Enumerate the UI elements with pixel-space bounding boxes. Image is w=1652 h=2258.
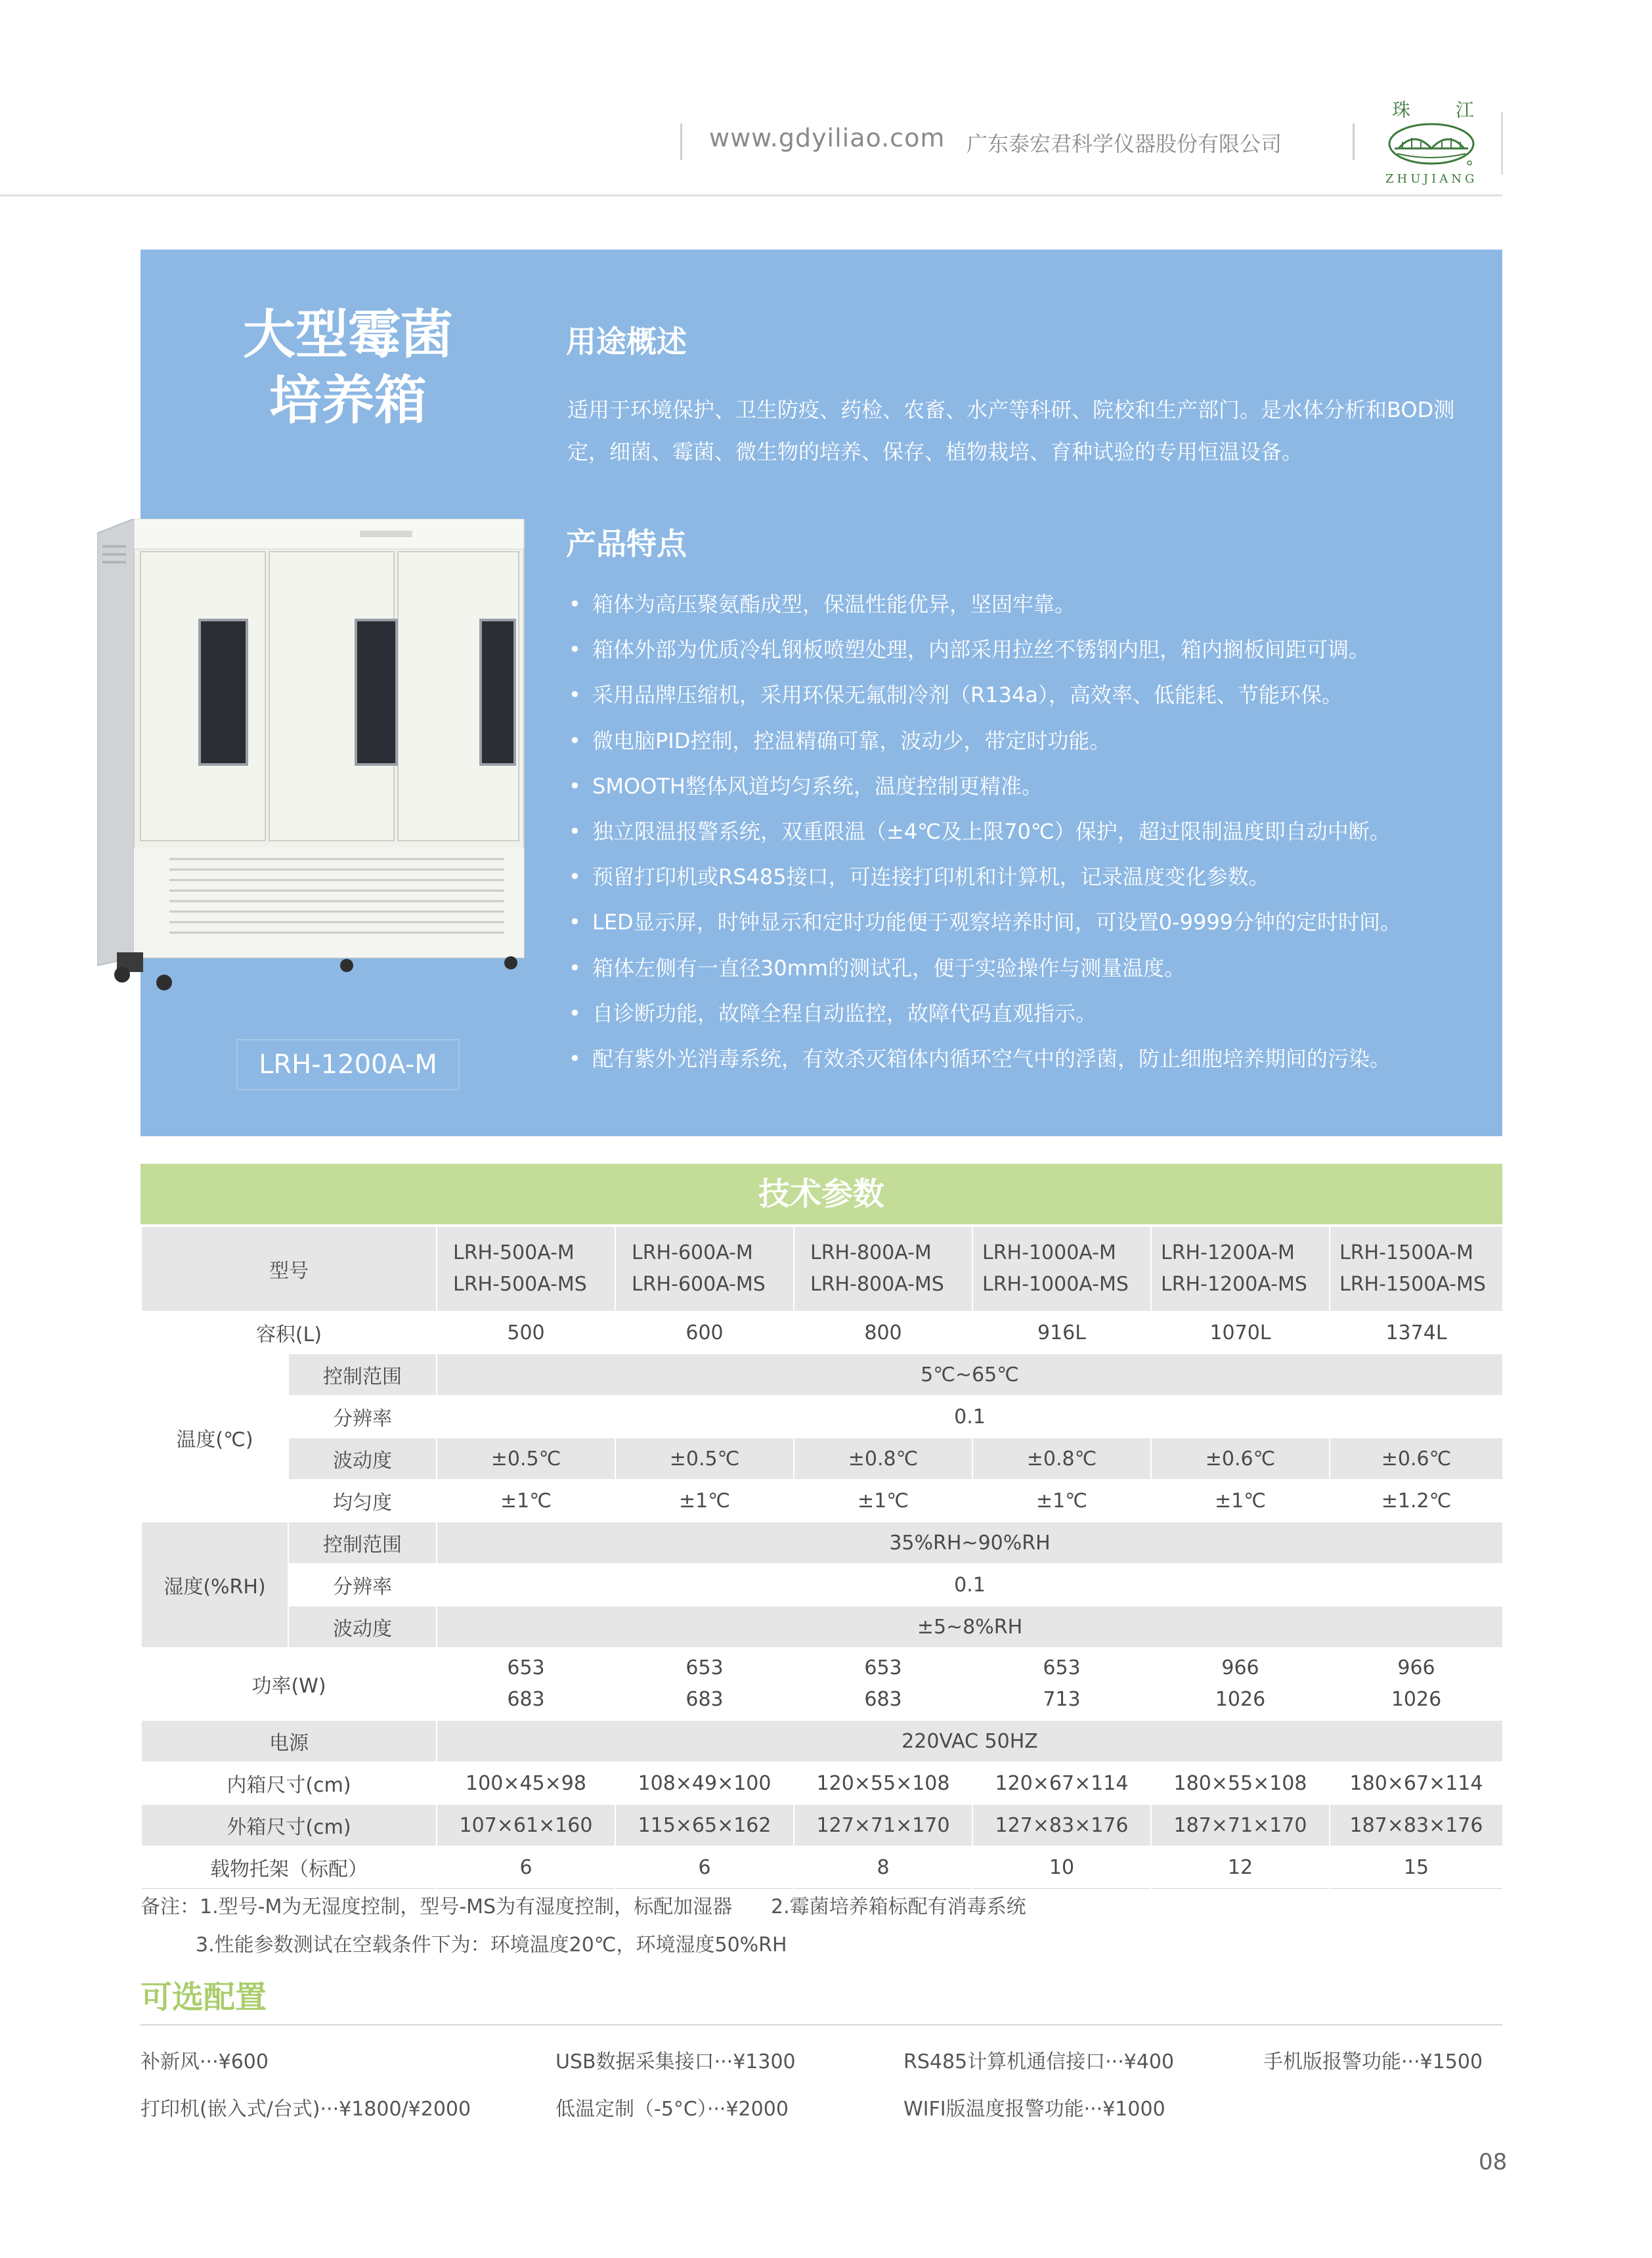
table-row-inner: 内箱尺寸(cm) 100×45×98 108×49×100 120×55×108 120×67×114 180×55×108 180×67×114: [141, 1762, 1503, 1804]
header-rule: [0, 194, 1502, 196]
option-item: 手机版报警功能···¥1500: [1263, 2050, 1483, 2073]
model-cell: LRH-800A-M LRH-800A-MS: [794, 1226, 972, 1312]
feature-item: • SMOOTH整体风道均匀系统，温度控制更精准。: [569, 773, 1401, 818]
table-row-model: [141, 1226, 1503, 1312]
features-heading: 产品特点: [566, 526, 687, 562]
options-heading: 可选配置: [141, 1979, 267, 2016]
feature-item: • 自诊断功能，故障全程自动监控，故障代码直观指示。: [569, 1000, 1401, 1046]
feature-item: • LED显示屏，时钟显示和定时功能便于观察培养时间，可设置0-9999分钟的定时时间。: [569, 909, 1401, 954]
page-number: 08: [1479, 2149, 1508, 2175]
table-row-shelf: 载物托架（标配） 6 6 8 10 12 15: [141, 1846, 1503, 1888]
header-divider: [680, 123, 682, 160]
website-url[interactable]: www.gdyiliao.com: [709, 123, 946, 152]
model-cell: LRH-1500A-M LRH-1500A-MS: [1330, 1226, 1503, 1312]
table-row-hum-fluct: 波动度 ±5~8%RH: [141, 1606, 1503, 1648]
features-list: [569, 591, 1401, 1091]
table-row-supply: 电源 220VAC 50HZ: [141, 1720, 1503, 1762]
feature-item: • 采用品牌压缩机，采用环保无氟制冷剂（R134a），高效率、低能耗、节能环保。: [569, 682, 1401, 727]
option-item: RS485计算机通信接口···¥400: [903, 2050, 1175, 2073]
header-divider-3: [1501, 112, 1503, 175]
product-model-label: LRH-1200A-M: [236, 1039, 460, 1090]
table-row-temp-unif: 均匀度 ±1℃ ±1℃ ±1℃ ±1℃ ±1℃ ±1.2℃: [141, 1480, 1503, 1522]
model-cell: LRH-1200A-M LRH-1200A-MS: [1151, 1226, 1330, 1312]
note-line-1: 备注：1.型号-M为无湿度控制，型号-MS为有湿度控制，标配加湿器: [141, 1895, 733, 1918]
product-title-line2: 培养箱: [269, 370, 427, 431]
option-item: WIFI版温度报警功能···¥1000: [903, 2098, 1165, 2121]
table-row-volume: 容积(L) 500 600 800 916L 1070L 1374L: [141, 1312, 1503, 1354]
option-item: 打印机(嵌入式/台式)···¥1800/¥2000: [141, 2098, 471, 2121]
option-item: USB数据采集接口···¥1300: [555, 2050, 796, 2073]
params-heading: 技术参数: [141, 1164, 1502, 1224]
model-cell: LRH-600A-M LRH-600A-MS: [615, 1226, 794, 1312]
feature-item: • 预留打印机或RS485接口，可连接打印机和计算机，记录温度变化参数。: [569, 864, 1401, 909]
note-line-2: 3.性能参数测试在空载条件下为：环境温度20℃，环境湿度50%RH: [196, 1934, 787, 1957]
hum-group-label: 湿度(%RH): [141, 1522, 288, 1648]
incubator-product-image: [97, 519, 537, 992]
usage-text: 适用于环境保护、卫生防疫、药检、农畜、水产等科研、院校和生产部门。是水体分析和BOD测定，细菌、霉菌、微生物的培养、保存、植物栽培、育种试验的专用恒温设备。: [567, 397, 1455, 464]
company-name: 广东泰宏君科学仪器股份有限公司: [967, 131, 1282, 156]
feature-item: • 箱体左侧有一直径30mm的测试孔，便于实验操作与测量温度。: [569, 955, 1401, 1000]
bridge-emblem-icon: [1388, 122, 1475, 166]
option-item: 低温定制（-5°C）···¥2000: [555, 2098, 789, 2121]
usage-heading: 用途概述: [566, 324, 687, 359]
model-cell: LRH-500A-M LRH-500A-MS: [437, 1226, 615, 1312]
row-label: 型号: [141, 1226, 437, 1312]
logo-latin-text: ZHUJIANG: [1385, 172, 1478, 186]
feature-item: • 箱体为高压聚氨酯成型，保温性能优异，坚固牢靠。: [569, 591, 1401, 636]
table-row-hum-range: 湿度(%RH) 控制范围 35%RH~90%RH: [141, 1522, 1503, 1564]
header-divider-2: [1353, 123, 1355, 160]
table-row-hum-res: 分辨率 0.1: [141, 1564, 1503, 1606]
table-row-power: 功率(W) 653 683 653 683 653 683 653 713 966 1026 966 1026: [141, 1648, 1503, 1720]
temp-group-label: 温度(℃): [141, 1354, 288, 1522]
feature-item: • 配有紫外光消毒系统，有效杀灭箱体内循环空气中的浮菌，防止细胞培养期间的污染。: [569, 1046, 1401, 1091]
model-cell: LRH-1000A-M LRH-1000A-MS: [972, 1226, 1151, 1312]
feature-item: • 独立限温报警系统，双重限温（±4℃及上限70℃）保护，超过限制温度即自动中断。: [569, 818, 1401, 864]
params-table: [141, 1226, 1504, 1889]
product-title-line1: 大型霉菌: [243, 304, 453, 365]
note-line-1b: 2.霉菌培养箱标配有消毒系统: [771, 1895, 1026, 1918]
table-row-temp-range: 温度(℃) 控制范围 5℃~65℃: [141, 1354, 1503, 1396]
options-rule: [141, 2024, 1502, 2026]
table-row-outer: 外箱尺寸(cm) 107×61×160 115×65×162 127×71×170 127×83×176 187×71×170 187×83×176: [141, 1804, 1503, 1846]
logo-chinese-text: 珠 江: [1392, 99, 1494, 121]
feature-item: • 微电脑PID控制，控温精确可靠，波动少，带定时功能。: [569, 728, 1401, 773]
option-item: 补新风···¥600: [141, 2050, 269, 2073]
product-title: [230, 302, 466, 433]
feature-item: • 箱体外部为优质冷轧钢板喷塑处理，内部采用拉丝不锈钢内胆，箱内搁板间距可调。: [569, 636, 1401, 682]
table-row-temp-fluct: 波动度 ±0.5℃ ±0.5℃ ±0.8℃ ±0.8℃ ±0.6℃ ±0.6℃: [141, 1438, 1503, 1480]
table-row-temp-res: 分辨率 0.1: [141, 1396, 1503, 1438]
brand-logo: [1376, 96, 1494, 188]
